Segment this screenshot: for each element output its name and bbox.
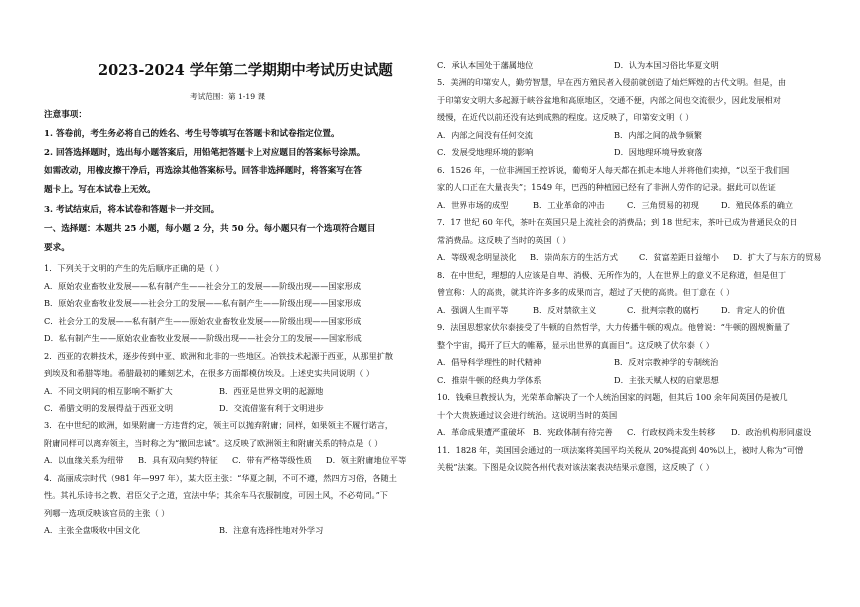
option: A．原始农业畜牧业发展——私有制产生——社会分工的发展——阶级出现——国家形成 bbox=[44, 281, 362, 291]
question-text: 1．下列关于文明的产生的先后顺序正确的是（ ） bbox=[44, 263, 224, 273]
option: B．注意有选择性地对外学习 bbox=[219, 525, 324, 535]
option: B．内部之间的战争频繁 bbox=[614, 130, 702, 140]
section-heading: 要求。 bbox=[44, 243, 70, 253]
question-text: 8．在中世纪，理想的人应该是自卑、消极、无所作为的，人在世界上的意义不足称道，但是但丁 bbox=[437, 270, 787, 280]
option: A．等级观念明显淡化 bbox=[437, 252, 517, 262]
option: D．扩大了与东方的贸易 bbox=[733, 252, 822, 262]
question-text: 十个大贵族通过议会进行统治。这说明当时的英国 bbox=[437, 410, 618, 420]
option: D．因地理环境导致衰落 bbox=[614, 147, 703, 157]
option: B．崇尚东方的生活方式 bbox=[530, 252, 618, 262]
question-text: 5．美洲的印第安人，勤劳智慧，早在西方殖民者入侵前就创造了灿烂辉煌的古代文明。但是，由 bbox=[437, 77, 787, 87]
notes-line: 1. 答卷前，考生务必将自己的姓名、考生号等填写在答题卡和试卷指定位置。 bbox=[44, 129, 340, 139]
question-text: 性。其礼乐诗书之教、君臣父子之道，宜法中华；其余车马衣服制度，可因土风，不必苟同。”下 bbox=[44, 490, 388, 500]
question-text: 附庸同样可以离弃领主，当时称之为“撤回忠诚”。这反映了欧洲领主和附庸关系的特点是（ ） bbox=[44, 438, 383, 448]
option: A．革命成果遭严重破坏 bbox=[437, 427, 525, 437]
question-text: 11．1828 年，美国国会通过的一项法案将美国平均关税从 20%提高到 40%以上，被时人称为“可憎 bbox=[437, 445, 804, 455]
question-text: 家的人口正在大量丧失”；1549 年，巴西的种植园已经有了非洲人劳作的记录。据此可以佐证 bbox=[437, 182, 776, 192]
option: C．贫富差距日益缩小 bbox=[639, 252, 719, 262]
question-text: 7．17 世纪 60 年代，茶叶在英国只是上流社会的消费品；到 18 世纪末，茶叶已成为普通民众的日 bbox=[437, 217, 798, 227]
exam-range: 考试范围：第 1-19 课 bbox=[190, 92, 266, 101]
option: D．政治机构形同虚设 bbox=[731, 427, 812, 437]
question-text: 关税”法案。下图是众议院各州代表对该法案表决结果示意图，这反映了（ ） bbox=[437, 462, 714, 472]
option: D．领主附庸地位平等 bbox=[326, 455, 407, 465]
option: B．反对宗教神学的专制统治 bbox=[614, 357, 719, 367]
option: D．认为本国习俗比华夏文明 bbox=[614, 60, 719, 70]
option: D．交流借鉴有利于文明进步 bbox=[219, 403, 324, 413]
question-text: 6．1526 年，一位非洲国王控诉说，葡萄牙人每天都在抓走本地人并将他们卖掉，“以至于我们国 bbox=[437, 165, 790, 175]
option: C．带有严格等级性质 bbox=[232, 455, 312, 465]
option: D．私有制产生——原始农业畜牧业发展——阶级出现——社会分工的发展——国家形成 bbox=[44, 333, 362, 343]
question-text: 3．在中世纪的欧洲，如果附庸一方违背约定，领主可以抛弃附庸；同样，如果领主不履行诺言， bbox=[44, 420, 394, 430]
question-text: 10．钱乘旦教授认为，光荣革命解决了一个人统治国家的问题，但其后 100 余年间英国仍是被几 bbox=[437, 392, 788, 402]
question-text: 曾宣称：人的高贵，就其许许多多的成果而言，超过了天使的高贵。但丁意在（ ） bbox=[437, 287, 735, 297]
option: B．工业革命的冲击 bbox=[533, 200, 605, 210]
option: C．希腊文明的发展得益于西亚文明 bbox=[44, 403, 174, 413]
option: B．反对禁欲主义 bbox=[533, 305, 597, 315]
option: A．强调人生而平等 bbox=[437, 305, 509, 315]
option: A．倡导科学理性的时代精神 bbox=[437, 357, 542, 367]
section-heading: 一、选择题：本题共 25 小题，每小题 2 分，共 50 分。每小题只有一个选项符合题目 bbox=[44, 224, 376, 234]
question-text: 2．西亚的农耕技术，逐步传到中亚、欧洲和北非的一些地区。冶铁技术起源于西亚，从那里扩散 bbox=[44, 351, 394, 361]
question-text: 于印第安文明大多起源于峡谷盆地和高原地区，交通不便，内部之间也交流很少，因此发展相对 bbox=[437, 95, 781, 105]
question-text: 整个宇宙，揭开了巨大的帷幕，显示出世界的真面目”。这反映了伏尔泰（ ） bbox=[437, 340, 714, 350]
option: A．主张全盘吸收中国文化 bbox=[44, 525, 140, 535]
option: C．承认本国处于藩属地位 bbox=[437, 60, 534, 70]
question-text: 到埃及和希腊等地。希腊最初的雕刻艺术，在很多方面都模仿埃及。上述史实共同说明（ ） bbox=[44, 368, 375, 378]
option: B．原始农业畜牧业发展——社会分工的发展——私有制产生——阶级出现——国家形成 bbox=[44, 298, 362, 308]
question-text: 常消费品。这反映了当时的英国（ ） bbox=[437, 235, 571, 245]
option: A．不同文明间的相互影响不断扩大 bbox=[44, 386, 173, 396]
option: C．发展受地理环境的影响 bbox=[437, 147, 534, 157]
question-text: 9．法国思想家伏尔泰接受了牛顿的自然哲学，大力传播牛顿的观点。他曾说：“牛顿的圆规衡量了 bbox=[437, 322, 791, 332]
option: A．内部之间没有任何交流 bbox=[437, 130, 533, 140]
option: C．社会分工的发展——私有制产生——原始农业畜牧业发展——阶级出现——国家形成 bbox=[44, 316, 362, 326]
notes-line: 如需改动，用橡皮擦干净后，再选涂其他答案标号。回答非选择题时，将答案写在答 bbox=[44, 166, 362, 176]
option: B．宪政体制有待完善 bbox=[533, 427, 613, 437]
option: D．肯定人的价值 bbox=[721, 305, 785, 315]
question-text: 4．高丽成宗时代（981 年—997 年），某大臣主张：“华夏之制，不可不遵，然四方习俗，各随土 bbox=[44, 473, 397, 483]
exam-title: 2023-2024 学年第二学期期中考试历史试题 bbox=[98, 62, 393, 79]
option: C．批判宗教的腐朽 bbox=[627, 305, 699, 315]
notes-line: 2. 回答选择题时，选出每小题答案后，用铅笔把答题卡上对应题目的答案标号涂黑。 bbox=[44, 148, 366, 158]
notes-heading: 注意事项： bbox=[44, 110, 87, 120]
option: A．世界市场的成型 bbox=[437, 200, 509, 210]
option: D．殖民体系的确立 bbox=[721, 200, 794, 210]
notes-line: 3. 考试结束后，将本试卷和答题卡一并交回。 bbox=[44, 205, 220, 215]
option: C．三角贸易的初现 bbox=[627, 200, 699, 210]
option: A．以血缘关系为纽带 bbox=[44, 455, 124, 465]
option: C．推崇牛顿的经典力学体系 bbox=[437, 375, 542, 385]
question-text: 列哪一选项反映该官员的主张（ ） bbox=[44, 508, 170, 518]
option: D．主张天赋人权的启蒙思想 bbox=[614, 375, 719, 385]
question-text: 缓慢，在近代以前还没有达到成熟的程度。这反映了，印第安文明（ ） bbox=[437, 112, 694, 122]
option: B．具有双向契约特征 bbox=[138, 455, 218, 465]
option: C．行政权尚未发生转移 bbox=[627, 427, 716, 437]
option: B．西亚是世界文明的起源地 bbox=[219, 386, 324, 396]
notes-line: 题卡上。写在本试卷上无效。 bbox=[44, 185, 156, 195]
